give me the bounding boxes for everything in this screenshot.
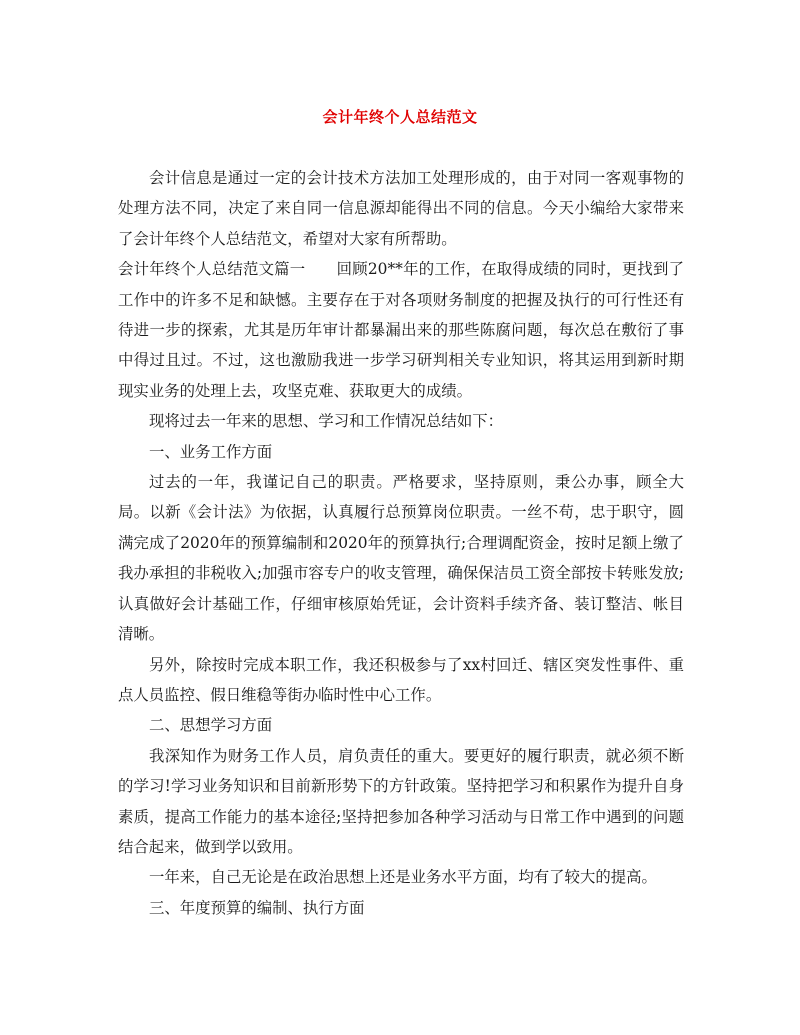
- paragraph-section-one-intro: 会计年终个人总结范文篇一 回顾20**年的工作，在取得成绩的同时，更找到了工作中的许多不足和缺憾。主要存在于对各项财务制度的把握及执行的可行性还有待进一步的探索，尤其是历年审计都暴漏出来的那些陈腐问题，每次总在敷衍了事中得过且过。不过，这也激励我进一步学习研判相关专业知识，将其运用到新时期现实业务的处理上去，攻坚克难、获取更大的成绩。: [118, 260, 684, 400]
- paragraph-intro: 会计信息是通过一定的会计技术方法加工处理形成的，由于对同一客观事物的处理方法不同，决定了来自同一信息源却能得出不同的信息。今天小编给大家带来了会计年终个人总结范文，希望对大家有所帮助。: [118, 169, 684, 248]
- paragraph-summary-lead: 现将过去一年来的思想、学习和工作情况总结如下：: [149, 412, 503, 431]
- heading-thought-study: 二、思想学习方面: [149, 716, 273, 735]
- paragraph-business-work: 过去的一年，我谨记自己的职责。严格要求，坚持原则，秉公办事，顾全大局。以新《会计法》为依据，认真履行总预算岗位职责。一丝不苟，忠于职守，圆满完成了2020年的预算编制和2020年的预算执行;合理调配资金，按时足额上缴了我办承担的非税收入;加强市容专户的收支管理，确保保洁员工资全部按卡转账发放;认真做好会计基础工作，仔细审核原始凭证，会计资料手续齐备、装订整洁、帐目清晰。: [118, 473, 684, 644]
- document-body: [118, 163, 684, 923]
- paragraph-thought-study: 我深知作为财务工作人员，肩负责任的重大。要更好的履行职责，就必须不断的学习!学习业务知识和目前新形势下的方针政策。坚持把学习和积累作为提升自身素质，提高工作能力的基本途径;坚持把参加各种学习活动与日常工作中遇到的问题结合起来，做到学以致用。: [118, 746, 684, 856]
- paragraph-year-progress: 一年来，自己无论是在政治思想上还是业务水平方面，均有了较大的提高。: [149, 868, 657, 887]
- paragraph-additional-work: 另外，除按时完成本职工作，我还积极参与了xx村回迁、辖区突发性事件、重点人员监控、假日维稳等街办临时性中心工作。: [118, 655, 684, 704]
- document-title: 会计年终个人总结范文: [322, 108, 478, 126]
- heading-budget: 三、年度预算的编制、执行方面: [149, 898, 365, 917]
- heading-business-work: 一、业务工作方面: [149, 442, 273, 461]
